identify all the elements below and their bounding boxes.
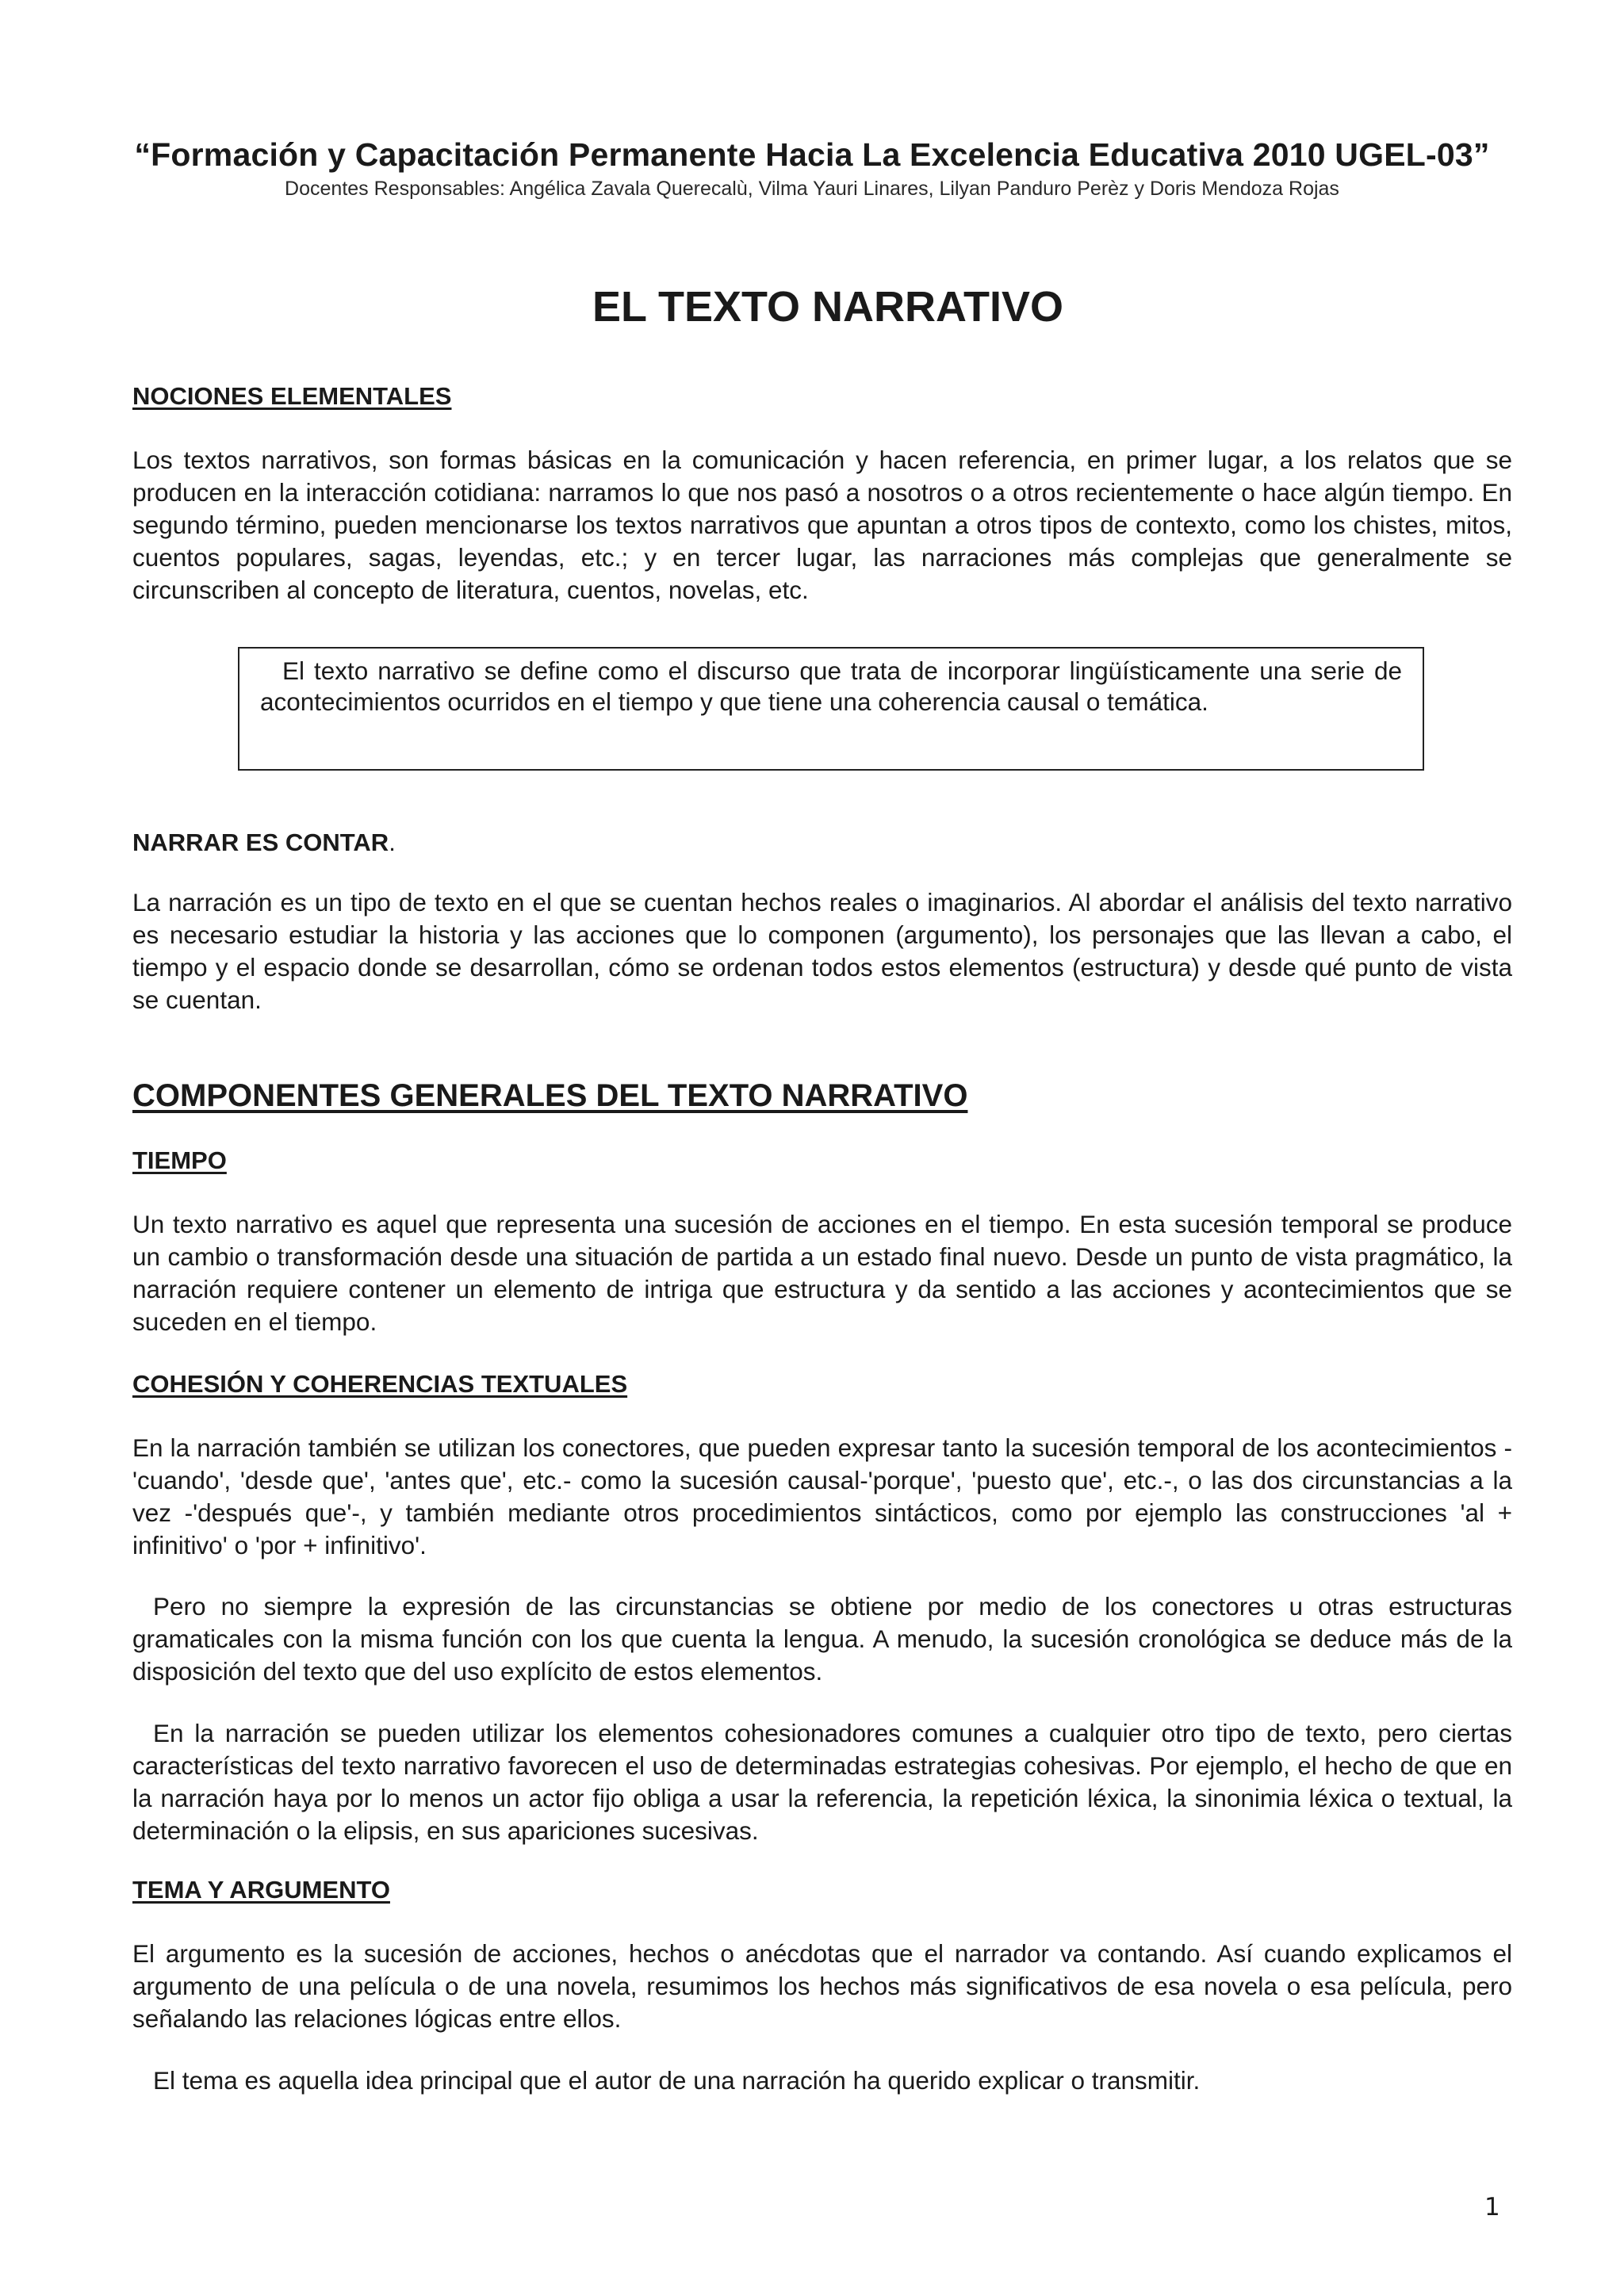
definition-box [238, 647, 1424, 771]
header-subtitle: Docentes Responsables: Angélica Zavala Querecalù, Vilma Yauri Linares, Lilyan Panduro Perèz y Doris Mendoza Rojas [285, 178, 1339, 200]
heading-cohesion: COHESIÓN Y COHERENCIAS TEXTUALES [132, 1370, 628, 1398]
heading-narrar [132, 828, 396, 857]
document-title: EL TEXTO NARRATIVO [592, 283, 1064, 331]
paragraph-nociones-1: Los textos narrativos, son formas básicas en la comunicación y hacen referencia, en primer lugar, a los relatos que se producen en la interacción cotidiana: narramos lo que nos pasó a nosotros o a otros recientemente o hace algún tiempo. En segundo término, pueden mencionarse los textos narrativos que apuntan a otros tipos de contexto, como los chistes, mitos, cuentos populares, sagas, leyendas, etc.; y en tercer lugar, las narraciones más complejas que generalmente se circunscriben al concepto de literatura, cuentos, novelas, etc. [132, 446, 1512, 604]
heading-tiempo: TIEMPO [132, 1146, 227, 1174]
heading-componentes: COMPONENTES GENERALES DEL TEXTO NARRATIVO [132, 1078, 968, 1113]
heading-nociones: NOCIONES ELEMENTALES [132, 382, 452, 410]
definition-text: El texto narrativo se define como el discurso que trata de incorporar lingüísticamente una serie de acontecimientos ocurridos en el tiempo y que tiene una coherencia causal o temática. [260, 656, 1402, 716]
paragraph-tema-2: El tema es aquella idea principal que el autor de una narración ha querido explicar o transmitir. [153, 2066, 1201, 2095]
heading-narrar-suffix: . [389, 828, 396, 856]
heading-narrar-text: NARRAR ES CONTAR [132, 828, 389, 856]
paragraph-cohesion-3: En la narración se pueden utilizar los elementos cohesionadores comunes a cualquier otro tipo de texto, pero ciertas características del texto narrativo favorecen el uso de determinadas estrategias cohesivas. Por ejemplo, el hecho de que en la narración haya por lo menos un actor fijo obliga a usar la referencia, la repetición léxica, la sinonimia léxica o textual, la determinación o la elipsis, en sus apariciones sucesivas. [132, 1719, 1512, 1845]
paragraph-narrar-1: La narración es un tipo de texto en el que se cuentan hechos reales o imaginarios. Al abordar el análisis del texto narrativo es necesario estudiar la historia y las acciones que lo componen (argumento), los personajes que las llevan a cabo, el tiempo y el espacio donde se desarrollan, cómo se ordenan todos estos elementos (estructura) y desde qué punto de vista se cuentan. [132, 888, 1512, 1014]
page-number: 1 [1484, 2193, 1500, 2221]
header-title: “Formación y Capacitación Permanente Hacia La Excelencia Educativa 2010 UGEL-03” [134, 136, 1490, 173]
heading-tema: TEMA Y ARGUMENTO [132, 1876, 390, 1904]
paragraph-tema-1: El argumento es la sucesión de acciones, hechos o anécdotas que el narrador va contando. Así cuando explicamos el argumento de una película o de una novela, resumimos los hechos más significativos de esa novela o esa película, pero señalando las relaciones lógicas entre ellos. [132, 1939, 1512, 2033]
paragraph-cohesion-2: Pero no siempre la expresión de las circunstancias se obtiene por medio de los conectores u otras estructuras gramaticales con la misma función con los que cuenta la lengua. A menudo, la sucesión cronológica se deduce más de la disposición del texto que del uso explícito de estos elementos. [132, 1592, 1512, 1686]
paragraph-tiempo-1: Un texto narrativo es aquel que representa una sucesión de acciones en el tiempo. En esta sucesión temporal se produce un cambio o transformación desde una situación de partida a un estado final nuevo. Desde un punto de vista pragmático, la narración requiere contener un elemento de intriga que estructura y da sentido a las acciones y acontecimientos que se suceden en el tiempo. [132, 1210, 1512, 1336]
paragraph-cohesion-1: En la narración también se utilizan los conectores, que pueden expresar tanto la sucesión temporal de los acontecimientos -'cuando', 'desde que', 'antes que', etc.- como la sucesión causal-'porque', 'puesto que', etc.-, o las dos circunstancias a la vez -'después que'-, y también mediante otros procedimientos sintácticos, como por ejemplo las construcciones 'al + infinitivo' o 'por + infinitivo'. [132, 1433, 1512, 1559]
